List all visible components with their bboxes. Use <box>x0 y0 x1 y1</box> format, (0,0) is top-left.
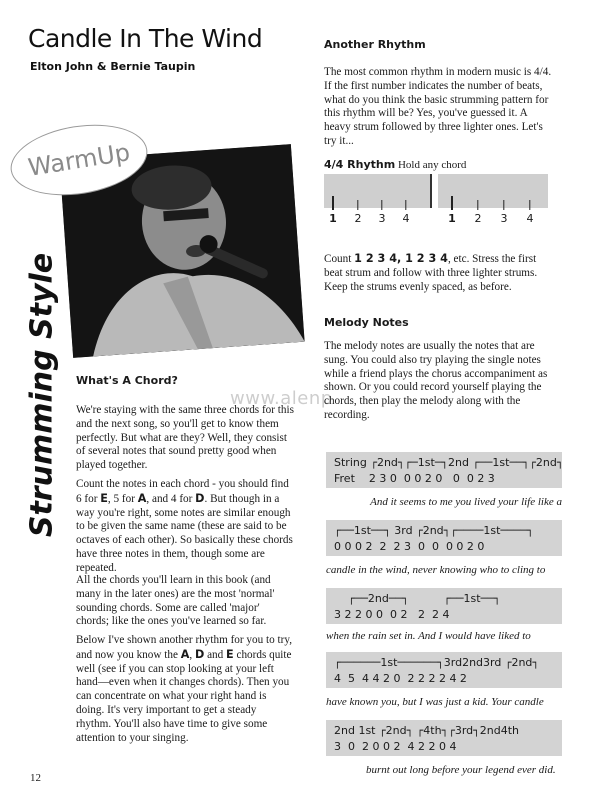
lyric-line-3: when the rain set in. And I would have liked to <box>326 630 531 642</box>
warmup-badge-label: WarmUp <box>26 138 132 182</box>
page-number: 12 <box>30 772 41 784</box>
beat-number: 4 <box>402 212 410 225</box>
section-heading-melody-notes: Melody Notes <box>324 316 409 329</box>
beat-number: 2 <box>474 212 482 225</box>
song-title: Candle In The Wind <box>28 24 263 53</box>
beat-number: 3 <box>378 212 386 225</box>
beat-number: 1 <box>448 212 456 225</box>
strum-mark <box>357 200 358 210</box>
strum-mark <box>451 196 453 210</box>
left-paragraph-4: Below I've shown another rhythm for you to try, and now you know the A, D and E chords quite well (see if you can stop looking at your left hand—even when it changes chords). Then you can concentrate on what your right hand is doing. It's very important to get a steady rhythm. You'll also have time to give some attention to your singing. <box>76 634 292 744</box>
right-paragraph-3: The melody notes are usually the notes that are sung. You could also try playing the single notes while a friend plays the chorus accompaniment as shown. Or you could record yourself playing the chords, then play the melody along with the recording. <box>324 340 548 421</box>
left-paragraph-3: All the chords you'll learn in this book (and many in the later ones) are the most 'normal' sounding chords. Some are called 'major' chords; like the ones you've learned so far. <box>76 574 275 628</box>
tab-string-row: ┌──1st──┐ 3rd ┌2nd┐┌────1st────┐ <box>334 524 534 537</box>
lyric-line-4: have known you, but I was just a kid. Your candle <box>326 696 544 708</box>
right-paragraph-2: Count 1 2 3 4, 1 2 3 4, etc. Stress the first beat strum and follow with three lighter strums. Keep the strums evenly spaced, as before. <box>324 252 538 293</box>
tab-string-row: 2nd 1st ┌2nd┐ ┌4th┐┌3rd┐2nd4th <box>334 724 520 737</box>
tab-block-1 <box>326 452 562 488</box>
tab-block-4 <box>326 652 562 688</box>
strum-mark <box>503 200 504 210</box>
tab-fret-row: Fret 2 3 0 0 0 2 0 0 0 2 3 <box>334 472 495 485</box>
left-paragraph-2: Count the notes in each chord - you should find 6 for E, 5 for A, and 4 for D. But though in a way you're right, some notes are similar enough to be given the same name (these are said to be octaves of each other). So basically these chords have three notes in them, though some are repeated. <box>76 478 293 574</box>
right-paragraph-1: The most common rhythm in modern music is 4/4. If the first number indicates the number of beats, what do you think the basic strumming pattern for this rhythm will be? Yes, you've guessed it. A heavy strum followed by three lighter ones. Let's try it... <box>324 66 552 147</box>
lyric-line-2: candle in the wind, never knowing who to cling to <box>326 564 546 576</box>
strum-mark <box>529 200 530 210</box>
tab-fret-row: 3 0 2 0 0 2 4 2 2 0 4 <box>334 740 457 753</box>
strum-mark <box>405 200 406 210</box>
tab-string-row: String ┌2nd┐┌─1st─┐2nd ┌──1st──┐┌2nd┐ <box>334 456 564 469</box>
section-heading-whats-a-chord: What's A Chord? <box>76 374 178 387</box>
tab-fret-row: 3 2 2 0 0 0 2 2 2 4 <box>334 608 450 621</box>
rhythm-label: 4/4 Rhythm Hold any chord <box>324 158 467 171</box>
beat-number: 3 <box>500 212 508 225</box>
section-heading-another-rhythm: Another Rhythm <box>324 38 426 51</box>
beat-number: 4 <box>526 212 534 225</box>
lyric-line-1: And it seems to me you lived your life like a <box>370 496 562 508</box>
rhythm-bar-1 <box>324 174 430 232</box>
lyric-line-5: burnt out long before your legend ever did. <box>366 764 556 776</box>
tab-block-3 <box>326 588 562 624</box>
beat-number: 1 <box>329 212 337 225</box>
watermark: www.alenp <box>230 388 333 409</box>
side-title-text: Strumming Style <box>24 252 60 538</box>
tab-string-row: ┌──────1st──────┐3rd2nd3rd ┌2nd┐ <box>334 656 540 669</box>
strum-mark <box>381 200 382 210</box>
beat-number: 2 <box>354 212 362 225</box>
tab-fret-row: 0 0 0 2 2 2 3 0 0 0 0 2 0 <box>334 540 485 553</box>
strum-mark <box>477 200 478 210</box>
song-authors: Elton John & Bernie Taupin <box>30 60 196 73</box>
tab-block-2 <box>326 520 562 556</box>
tab-fret-row: 4 5 4 4 2 0 2 2 2 2 4 2 <box>334 672 467 685</box>
tab-string-row: ┌──2nd──┐ ┌──1st──┐ <box>334 592 501 605</box>
tab-block-5 <box>326 720 562 756</box>
left-paragraph-1: We're staying with the same three chords for this and the next song, so you'll get to know them perfectly. But what are they? Well, they consist of several notes that sound pretty good when played together. <box>76 404 294 472</box>
strum-mark <box>332 196 334 210</box>
bar-divider <box>430 174 432 208</box>
